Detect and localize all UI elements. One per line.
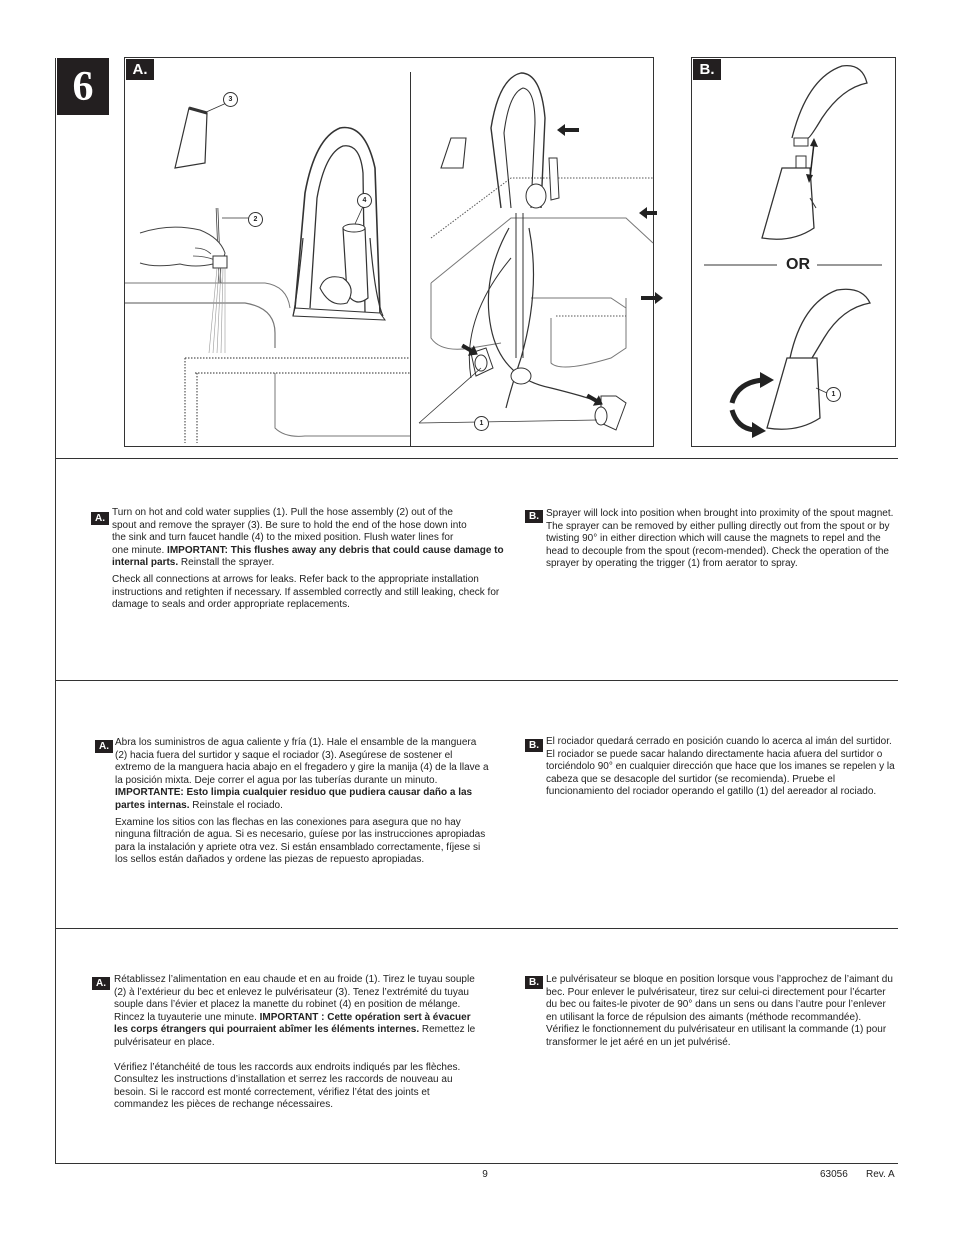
french-a-important-tail: Remettez le pulvérisateur en place. [114,1024,476,1048]
english-a-line-3: the sink and turn faucet handle (4) to the mixed position. Flush water lines for [112,532,454,544]
callout-1-panel-b: 1 [826,387,841,402]
page-left-rule [55,58,56,1164]
english-a-line-1: Turn on hot and cold water supplies (1). Pull the hose assembly (2) out of the [112,507,453,518]
english-a-para2: Check all connections at arrows for leaks. Refer back to the appropriate installation instructions and retighten if necessary. If assembled correctly and still leaking, check for damage to seals and order appropriate replacements. [112,573,500,611]
callout-1-panel-a: 1 [474,416,489,431]
french-a-badge: A. [92,977,110,990]
english-a-badge: A. [91,512,109,525]
spanish-b-text: El rociador quedará cerrado en posición cuando lo acerca al imán del surtidor. El rociador se puede sacar halando directamente hacia afuera del surtidor o torciéndolo 90° en cualquier dirección que hace que los imanes se repelen y la cabeza que se desacople del surtidor (se recomienda). Pruebe el funcionamiento del rociador operando el gatillo (1) del aereador al rociado. [546,736,895,798]
panel-a [124,57,654,447]
french-a-para1 [114,974,476,1050]
english-a-line-4: one minute. [112,544,165,556]
french-b-text: Le pulvérisateur se bloque en position lorsque vous l’approchez de l’aimant du bec. Pour enlever le pulvérisateur, tirez sur celui-ci directement pour l’écarter du bec ou faites-le pivoter de 90° dans un sens ou dans l’autre pour l’enlever en utilisant la force de répulsion des aimants (méthode recommandée). Vérifiez le fonctionnement du pulvérisateur en utilisant la commande (1) pour transformer le jet aéré en un jet pulvérisé. [546,974,893,1048]
page-number: 9 [482,1169,488,1180]
spanish-a-important: IMPORTANTE: Esto limpia cualquier residuo que pudiera causar daño a las partes internas. [115,787,473,811]
faucet-flush-illustration [125,58,410,446]
spanish-a-para1-body: Abra los suministros de agua caliente y fría (1). Hale el ensamble de la manguera (2) hacia fuera del surtidor y saque el rociador (3). Asegúrese de sostener el extremo de la manguera hacia abajo en el fregadero y gire la manija (4) de la llave a la posición mixta. Deje correr el agua por las tuberías durante un minuto. [115,737,489,786]
section-rule-1 [55,458,898,459]
callout-2: 2 [248,212,263,227]
english-a-line-2: spout and remove the sprayer (3). Be sure to hold the end of the hose down into [112,519,467,531]
spanish-a-text [115,737,491,871]
french-a-text [114,974,476,1116]
section-rule-3 [55,928,898,929]
callout-4: 4 [357,193,372,208]
section-rule-2 [55,680,898,681]
english-a-important: IMPORTANT: This flushes away any debris that could cause damage to internal parts. [112,544,504,569]
french-a-important: IMPORTANT : Cette opération sert à évacuer les corps étrangers qui pourraient abîmer les éléments internes. [114,1011,471,1036]
revision: Rev. A [866,1169,895,1180]
spanish-b-badge: B. [525,739,543,752]
english-b-badge: B. [525,510,543,523]
under-sink-illustration [411,58,653,446]
section-rule-4 [55,1163,898,1164]
callout-3: 3 [223,92,238,107]
spanish-a-badge: A. [95,740,113,753]
french-b-badge: B. [525,976,543,989]
english-b-text: Sprayer will lock into position when brought into proximity of the spout magnet. The sprayer can be removed by either pulling directly out from the spout or by twisting 90° in either direction which will cause the magnets to repel and the head to decouple from the spout (recom-mended). Check the operation of the sprayer by operating the trigger (1) from aerator to spray. [546,508,894,570]
or-label: OR [786,256,810,273]
english-a-important-tail: Reinstall the sprayer. [180,557,275,569]
spanish-a-important-tail: Reinstale el rociado. [192,799,283,811]
english-a-para1 [112,507,504,570]
panel-a-label: A. [126,59,154,80]
panel-b-label: B. [693,59,721,80]
english-a-text [112,507,504,616]
french-a-para1-body: Rétablissez l’alimentation en eau chaude et en au froide (1). Tirez le tuyau souple (2) à l’extérieur du bec et enlevez le pulvérisateur (3). Tenez l’extrémité du tuyau souple dans l’évier et placez la manette du robinet (4) en position de mélange. Rincez la tuyauterie une minute. [114,974,475,1023]
french-a-para2: Vérifiez l’étanchéité de tous les raccords aux endroits indiqués par les flèches. Consultez les instructions d’installation et serrez les raccords de nouveau au besoin. Si le raccord est monté correctement, vérifiez l’état des joints et commandez les pièces de rechange nécessaires. [114,1061,461,1111]
panel-b [691,57,896,447]
sprayer-detach-illustration [692,58,895,446]
doc-number: 63056 [820,1169,848,1180]
spanish-a-para1 [115,737,491,813]
step-number: 6 [57,58,109,115]
spanish-a-para2: Examine los sitios con las flechas en las conexiones para asegura que no hay ninguna filtración de agua. Si es necesario, guíese por las instrucciones apropiadas para la instalación y apriete otra vez. Si están ensamblado correctamente, fíjese si los sellos están dañados y ordene las piezas de repuesto apropiadas. [115,816,486,866]
